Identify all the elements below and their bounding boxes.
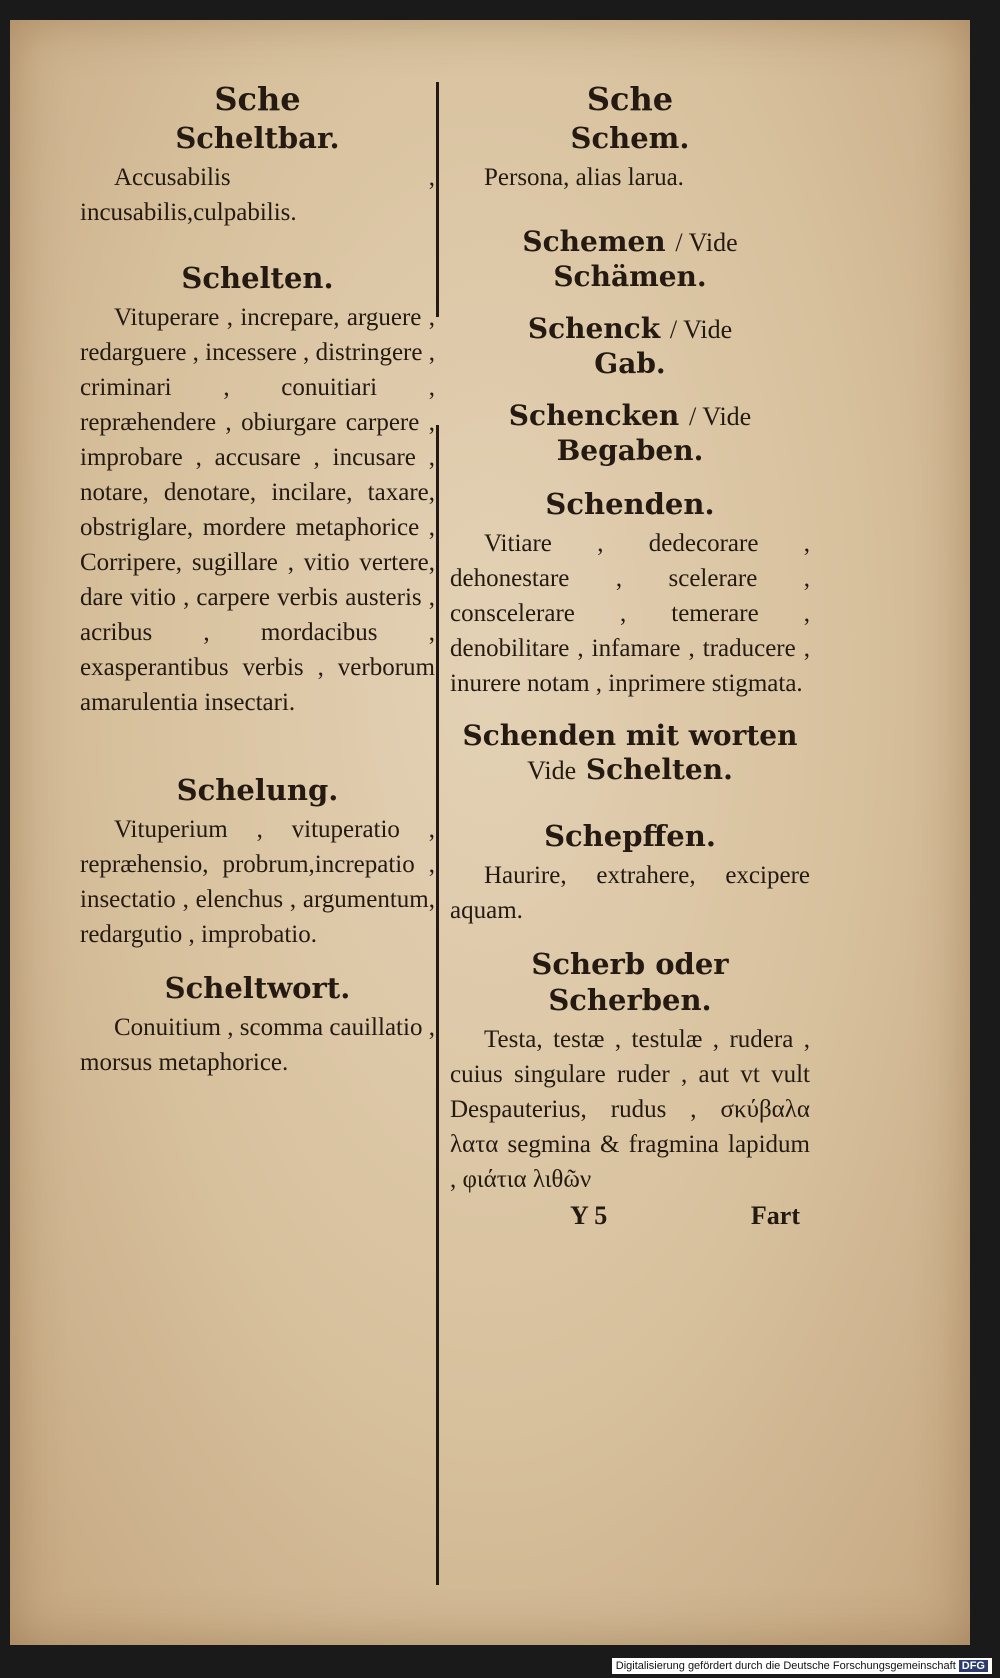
cross-reference [450,399,810,468]
column-rule-lower [436,425,439,1585]
catchword: Fart [750,1201,800,1230]
cross-reference [450,719,810,788]
ref-head: Schencken [508,399,680,432]
ref-target: Schämen. [553,260,707,293]
entry-body: Accusabilis , incusabilis,culpabilis. [80,164,435,226]
signature-mark: Y 5 [570,1201,608,1230]
entry-head: Schelten. [181,261,334,295]
vide-label: / Vide [675,228,738,257]
vide-label: / Vide [688,402,752,431]
entry-head: Scherb oder Scherben. [531,947,729,1017]
entry-head: Schenden. [545,487,715,521]
cross-reference [450,312,810,381]
entry-head: Schepffen. [544,819,716,853]
page-footer [450,1201,810,1231]
entry-head: Schelung. [176,773,339,807]
entry-head: Schem. [570,121,690,155]
column-rule-upper [436,82,439,317]
dfg-logo: DFG [959,1660,988,1672]
entry-head: Scheltbar. [175,121,340,155]
entry-body: Vituperium , vituperatio , repræhensio, probrum,increpatio , insectatio , elenchus , argumentum, redargutio , improbatio. [80,816,435,948]
entry-head: Scheltwort. [164,971,351,1005]
right-column [450,80,810,1231]
digitization-credit [612,1658,992,1674]
vide-label: Vide [527,756,577,785]
entry-body: Haurire, extrahere, excipere aquam. [450,862,810,924]
ref-target: Begaben. [556,434,704,467]
ref-head: Schemen [522,225,666,258]
ref-head: Schenden mit worten [462,719,798,752]
entry-body: Persona, alias larua. [484,164,684,191]
running-head-left: Sche [214,80,301,118]
running-head-right: Sche [586,80,674,118]
ref-target: Gab. [594,347,666,380]
book-page [10,20,970,1645]
entry-body: Conuitium , scomma cauillatio , morsus metaphorice. [80,1014,435,1076]
credit-text: Digitalisierung gefördert durch die Deutsche Forschungsgemeinschaft [615,1660,956,1672]
entry-body: Vitiare , dedecorare , dehonestare , scelerare , conscelerare , temerare , denobilitare , infamare , traducere , inurere notam , inprimere stigmata. [450,530,810,697]
ref-target: Schelten. [585,753,733,786]
ref-head: Schenck [527,312,661,345]
left-column [80,80,435,1080]
entry-body: Vituperare , increpare, arguere , redarguere , incessere , distringere , criminari , conuitiari , repræhendere , obiurgare carpere , improbare , accusare , incusare , notare, denotare, incilare, taxare, obstriglare, mordere metaphorice , Corripere, sugillare , vitio vertere, dare vitio , carpere verbis austeris , acribus , mordacibus , exasperantibus verbis , verborum amarulentia insectari. [80,304,435,716]
entry-body: Testa, testæ , testulæ , rudera , cuius singulare ruder , aut vt vult Despauterius, rudus , σκύβαλα λατα segmina & fragmina lapidum , φιάτια λιθῶν [450,1026,810,1193]
cross-reference [450,225,810,294]
vide-label: / Vide [669,315,733,344]
